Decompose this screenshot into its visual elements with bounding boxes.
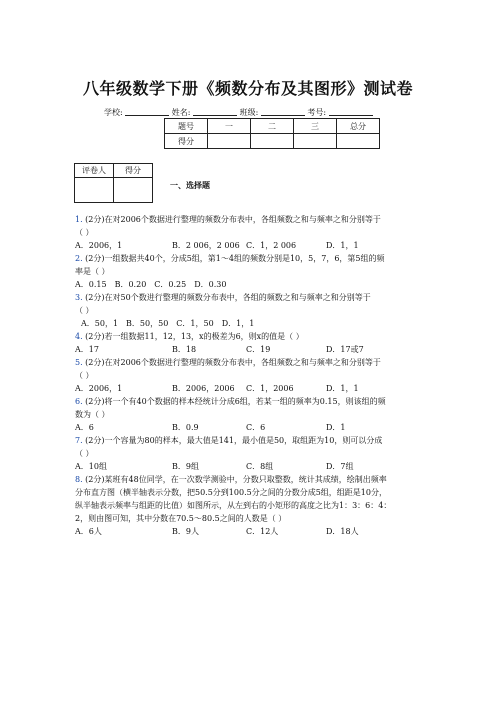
option-row — [75, 460, 427, 473]
question-item — [75, 356, 427, 395]
answer-option[interactable]: A．50，1 — [81, 319, 119, 328]
question-number: 3. — [75, 293, 83, 302]
question-text-line: 数为（ ） — [75, 410, 110, 419]
class-label: 班级: — [239, 108, 259, 117]
answer-option[interactable]: D．7组 — [326, 462, 354, 471]
question-stem: (2分)在对2006个数据进行整理的频数分布表中，各组频数之和与频率之和分别等于 — [82, 358, 381, 367]
answer-option[interactable]: A．6人 — [75, 527, 102, 536]
question-number: 8. — [75, 475, 83, 484]
option-row — [75, 525, 427, 538]
school-blank — [125, 107, 169, 116]
answer-option[interactable]: B．0.20 — [114, 280, 147, 289]
question-number: 5. — [75, 358, 83, 367]
question-text-line: （ ） — [75, 449, 94, 458]
question-item — [75, 473, 427, 538]
answer-option[interactable]: C．6 — [246, 423, 266, 432]
question-text-line: 率是（ ） — [75, 267, 110, 276]
question-text-line — [75, 434, 427, 447]
question-text-line: （ ） — [75, 306, 94, 315]
score-row-label: 得分 — [165, 134, 208, 149]
student-info-line — [104, 107, 373, 118]
grader-table-header — [75, 164, 153, 178]
question-item — [75, 213, 427, 252]
answer-option[interactable]: D．18人 — [326, 527, 359, 536]
answer-option[interactable]: B．18 — [172, 345, 197, 354]
question-number: 2. — [75, 254, 83, 263]
score-header-cell: 题号 — [165, 119, 208, 134]
option-row — [75, 317, 427, 330]
question-stem: (2分)在对50个数进行整理的频数分布表中，各组的频数之和与频率之和分别等于 — [82, 293, 371, 302]
answer-option[interactable]: C．12人 — [246, 527, 279, 536]
grader-cell — [75, 178, 114, 203]
answer-option[interactable]: B．0.9 — [172, 423, 199, 432]
score-table-header — [165, 119, 380, 134]
question-text-line — [75, 291, 427, 304]
option-row — [75, 421, 427, 434]
answer-option[interactable]: C．0.25 — [154, 280, 187, 289]
answer-option[interactable]: D．0.30 — [194, 280, 227, 289]
answer-option[interactable]: B．2 006，2 006 — [172, 241, 240, 250]
question-number: 4. — [75, 332, 83, 341]
question-text-line: 纵半轴表示频率与组距的比值）如图所示，从左到右的小矩形的高度之比为1：3：6：4： — [75, 501, 392, 510]
question-text-line — [75, 252, 427, 265]
answer-option[interactable]: A．6 — [75, 423, 94, 432]
question-list — [75, 213, 427, 538]
score-cell — [294, 134, 337, 149]
score-header-cell: 一 — [208, 119, 251, 134]
option-row — [75, 343, 427, 356]
score-header-cell: 二 — [251, 119, 294, 134]
score-header-cell: 总分 — [337, 119, 380, 134]
question-text-line — [75, 473, 427, 486]
question-number: 1. — [75, 215, 83, 224]
question-item — [75, 395, 427, 434]
answer-option[interactable]: A．2006，1 — [75, 384, 123, 393]
question-item — [75, 434, 427, 473]
question-stem: (2分)一组数据共40个，分成5组，第1～4组的频数分别是10，5，7，6，第5组的频 — [82, 254, 385, 263]
answer-option[interactable]: A．10组 — [75, 462, 107, 471]
question-item — [75, 330, 427, 356]
answer-option[interactable]: D．1，1 — [326, 241, 359, 250]
grader-cell — [114, 178, 153, 203]
question-text-line — [75, 395, 427, 408]
answer-option[interactable]: C．1，2006 — [246, 384, 294, 393]
answer-option[interactable]: B．50，50 — [126, 319, 169, 328]
grader-table-row — [75, 178, 153, 203]
answer-option[interactable]: D．1，1 — [221, 319, 255, 328]
question-item — [75, 291, 427, 330]
page-title: 八年级数学下册《频数分布及其图形》测试卷 — [82, 79, 413, 98]
question-stem: (2分)在对2006个数据进行整理的频数分布表中，各组频数之和与频率之和分别等于 — [82, 215, 381, 224]
answer-option[interactable]: D．1，1 — [326, 384, 359, 393]
answer-option[interactable]: D．17或7 — [326, 345, 364, 354]
question-item — [75, 252, 427, 291]
score-cell — [208, 134, 251, 149]
exam-no-blank — [329, 107, 373, 116]
class-blank — [261, 107, 305, 116]
score-header-cell: 三 — [294, 119, 337, 134]
answer-option[interactable]: C．19 — [246, 345, 271, 354]
answer-option[interactable]: A．17 — [75, 345, 99, 354]
grader-header-cell: 评卷人 — [75, 164, 114, 178]
question-stem: (2分)某班有48位同学，在一次数学测验中，分数只取整数，统计其成绩，绘制出频率 — [82, 475, 387, 484]
question-text-line: 分布直方图（横半轴表示分数，把50.5分到100.5分之间的分数分成5组，组距是10分， — [75, 488, 387, 497]
question-stem: (2分)将一个有40个数据的样本经统计分成6组，若某一组的频率为0.15，则该组的频 — [82, 397, 386, 406]
answer-option[interactable]: B．2006，2006 — [172, 384, 235, 393]
question-text-line: （ ） — [75, 228, 94, 237]
name-blank — [193, 107, 237, 116]
question-text-line: （ ） — [75, 371, 94, 380]
score-cell — [251, 134, 294, 149]
question-text-line: 2，则由图可知，其中分数在70.5～80.5之间的人数是（ ） — [75, 514, 287, 523]
grader-table — [74, 163, 153, 203]
question-number: 6. — [75, 397, 83, 406]
score-table-row — [165, 134, 380, 149]
question-text-line — [75, 213, 427, 226]
exam-no-label: 考号: — [307, 108, 327, 117]
answer-option[interactable]: C．1，2 006 — [246, 241, 297, 250]
section-title: 一、选择题 — [170, 181, 210, 190]
question-text-line — [75, 356, 427, 369]
name-label: 姓名: — [171, 108, 191, 117]
option-row — [75, 278, 427, 291]
answer-option[interactable]: A．0.15 — [75, 280, 107, 289]
score-cell — [337, 134, 380, 149]
answer-option[interactable]: D．1 — [326, 423, 346, 432]
option-row — [75, 382, 427, 395]
school-label: 学校: — [104, 108, 123, 117]
grader-header-cell: 得分 — [114, 164, 153, 178]
answer-option[interactable]: C．8组 — [246, 462, 274, 471]
answer-option[interactable]: B．9组 — [172, 462, 199, 471]
answer-option[interactable]: C．1，50 — [176, 319, 214, 328]
question-number: 7. — [75, 436, 83, 445]
question-text-line — [75, 330, 427, 343]
answer-option[interactable]: A．2006，1 — [75, 241, 123, 250]
option-row — [75, 239, 427, 252]
question-stem: (2分)一个容量为80的样本，最大值是141，最小值是50，取组距为10，则可以分成 — [82, 436, 383, 445]
question-stem: (2分)若一组数据11，12，13，x的极差为6，则x的值是（ ） — [82, 332, 304, 341]
score-table — [164, 118, 380, 149]
answer-option[interactable]: B．9人 — [172, 527, 199, 536]
